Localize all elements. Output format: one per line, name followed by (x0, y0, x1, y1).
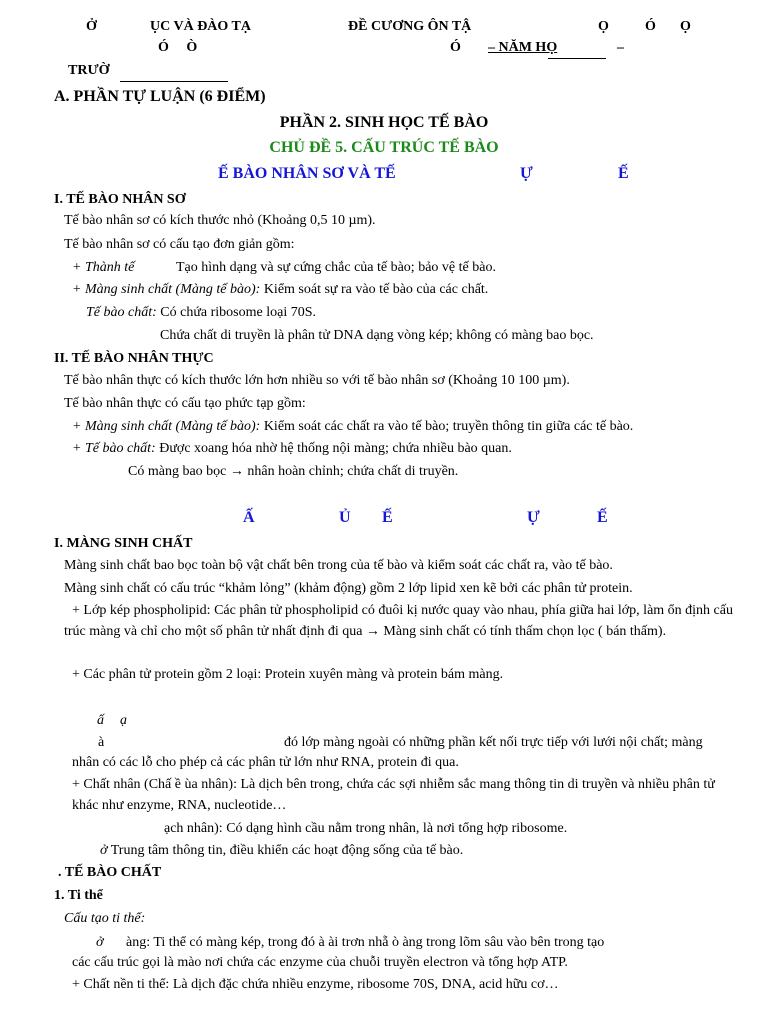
eukaryote-membrane-line (72, 418, 633, 436)
mitochondria-membrane-fragment: ở (96, 935, 104, 950)
school-underline (120, 81, 228, 82)
membrane-heading: I. MÀNG SINH CHẤT (54, 536, 193, 551)
prokaryote-structure-intro: Tế bào nhân sơ có cấu tạo đơn giản gồm: (64, 237, 295, 252)
nucleus-function-line (100, 842, 463, 860)
nucleus-function-fragment: ở (100, 843, 108, 858)
prokaryote-heading: I. TẾ BÀO NHÂN SƠ (54, 192, 186, 207)
header-doc-title: ĐỀ CƯƠNG ÔN TẬ (348, 19, 472, 34)
header-row2-left: Ó Ò (158, 40, 198, 55)
eukaryote-heading: II. TẾ BÀO NHÂN THỰC (54, 351, 214, 366)
eukaryote-cytoplasm-label: + Tế bào chất: (72, 441, 156, 456)
header-school-label: TRƯỜ (68, 63, 110, 78)
prokaryote-membrane-label: + Màng sinh chất (Màng tế bào): (72, 282, 261, 297)
lesson-heading: Ế BÀO NHÂN SƠ VÀ TẾ (218, 165, 396, 182)
header-school-year: – NĂM HỌ (488, 40, 558, 55)
eukaryote-size: Tế bào nhân thực có kích thước lớn hơn nhiều so với tế bào nhân sơ (Khoảng 10 100 µm). (64, 373, 570, 388)
prokaryote-membrane-text: Kiểm soát sự ra vào tế bào của các chất. (260, 282, 489, 297)
membrane-structure: Màng sinh chất có cấu trúc “khảm lỏng” (khảm động) gồm 2 lớp lipid xen kẽ bởi các phân tử protein. (64, 581, 633, 596)
nuclear-pores-text: nhân có các lỗ cho phép cả các phân tử lớn như RNA, protein đi qua. (72, 755, 459, 770)
nucleus-function-text: Trung tâm thông tin, điều khiển các hoạt động sống của tế bào. (107, 843, 464, 858)
eukaryote-membrane-text: Kiểm soát các chất ra vào tế bào; truyền thông tin giữa các tế bào. (260, 419, 634, 434)
prokaryote-cell-wall-label: + Thành tế (72, 260, 135, 275)
prokaryote-membrane-line (72, 281, 488, 299)
lesson-heading-fragment-2: Ế (618, 165, 629, 182)
nucleus-heading-fragment-2: ạ (120, 713, 127, 728)
topic-heading: CHỦ ĐỀ 5. CẤU TRÚC TẾ BÀO (269, 139, 499, 156)
prokaryote-genetic-material: Chứa chất di truyền là phân tử DNA dạng vòng kép; không có màng bao bọc. (160, 328, 594, 343)
header-dept-fragment: Ở (86, 19, 97, 34)
header-row2-mid: Ó (450, 40, 461, 55)
lesson2-heading-fragment-d: Ự (527, 509, 540, 526)
header-row2-dash: – (617, 40, 624, 55)
prokaryote-size: Tế bào nhân sơ có kích thước nhỏ (Khoảng 0,5 10 µm). (64, 213, 376, 228)
lesson2-heading-fragment-a: Ấ (243, 509, 255, 526)
header-fragment-3: Ọ (680, 19, 691, 34)
nucleus-fragment-3: à (98, 735, 105, 750)
prokaryote-cytoplasm-label: Tế bào chất: (86, 305, 157, 320)
mitochondria-membrane-text: àng: Ti thể có màng kép, trong đó à ài trơn nhẵ ò àng trong lõm sâu vào bên trong tạo (126, 935, 605, 950)
membrane-intro: Màng sinh chất bao bọc toàn bộ vật chất bên trong của tế bào và kiểm soát các chất ra, vào tế bào. (64, 558, 613, 573)
lesson2-heading-fragment-e: Ế (597, 509, 608, 526)
nucleolus-text: ạch nhân): Có dạng hình cầu nằm trong nhân, là nơi tổng hợp ribosome. (164, 821, 568, 836)
mitochondria-heading: 1. Ti thể (54, 888, 103, 903)
mitochondria-cristae-text: các cấu trúc gọi là mào nơi chứa các enzyme của chuỗi truyền electron và tổng hợp ATP. (72, 955, 568, 970)
eukaryote-membrane-label: + Màng sinh chất (Màng tế bào): (72, 419, 261, 434)
lesson2-heading-fragment-c: Ế (382, 509, 393, 526)
section-a-heading: A. PHẦN TỰ LUẬN (6 ĐIỂM) (54, 88, 266, 105)
lesson2-heading-fragment-b: Ủ (339, 509, 351, 526)
prokaryote-cytoplasm-text: Có chứa ribosome loại 70S. (156, 305, 317, 320)
membrane-phospholipid-paragraph: + Lớp kép phospholipid: Các phân tử phospholipid có đuôi kị nước quay vào nhau, phía giữa hai lớp, làm ổn định cấu trúc màng và chỉ cho một số phân tử nhất định đi qua → Màng sinh chất có tính thấm chọn lọc ( bán thấm). (64, 603, 733, 639)
eukaryote-cytoplasm-text: Được xoang hóa nhờ hệ thống nội màng; chứa nhiều bào quan. (155, 441, 512, 456)
school-year-underline (548, 58, 606, 59)
header-fragment-2: Ó (645, 19, 656, 34)
prokaryote-cytoplasm-line (86, 304, 316, 322)
nuclear-envelope-text: đó lớp màng ngoài có những phần kết nối trực tiếp với lưới nội chất; màng (284, 735, 703, 750)
mitochondria-structure-label: Cấu tạo ti thể: (64, 911, 146, 926)
nucleus-heading-fragment-1: ấ (97, 713, 104, 728)
header-dept-name: ỤC VÀ ĐÀO TẠ (150, 19, 251, 34)
prokaryote-cell-wall-text: Tạo hình dạng và sự cứng chắc của tế bào; bảo vệ tế bào. (176, 260, 496, 275)
membrane-protein-line: + Các phân tử protein gồm 2 loại: Protein xuyên màng và protein bám màng. (72, 667, 504, 682)
lesson-heading-fragment-1: Ự (520, 165, 533, 182)
header-fragment-1: Ọ (598, 19, 609, 34)
cytoplasm-heading: . TẾ BÀO CHẤT (58, 865, 162, 880)
eukaryote-cytoplasm-line (72, 440, 512, 458)
eukaryote-structure-intro: Tế bào nhân thực có cấu tạo phức tạp gồm: (64, 396, 306, 411)
eukaryote-nucleus-line: Có màng bao bọc → nhân hoàn chỉnh; chứa chất di truyền. (128, 464, 459, 479)
nucleoplasm-paragraph: + Chất nhân (Chấ ề ùa nhân): Là dịch bên trong, chứa các sợi nhiễm sắc mang thông tin di truyền và nhiều phân tử khác như enzyme, RNA, nucleotide… (72, 777, 715, 813)
mitochondria-matrix-text: + Chất nền ti thể: Là dịch đặc chứa nhiều enzyme, ribosome 70S, DNA, acid hữu cơ… (72, 977, 559, 992)
part-heading: PHẦN 2. SINH HỌC TẾ BÀO (279, 114, 489, 131)
